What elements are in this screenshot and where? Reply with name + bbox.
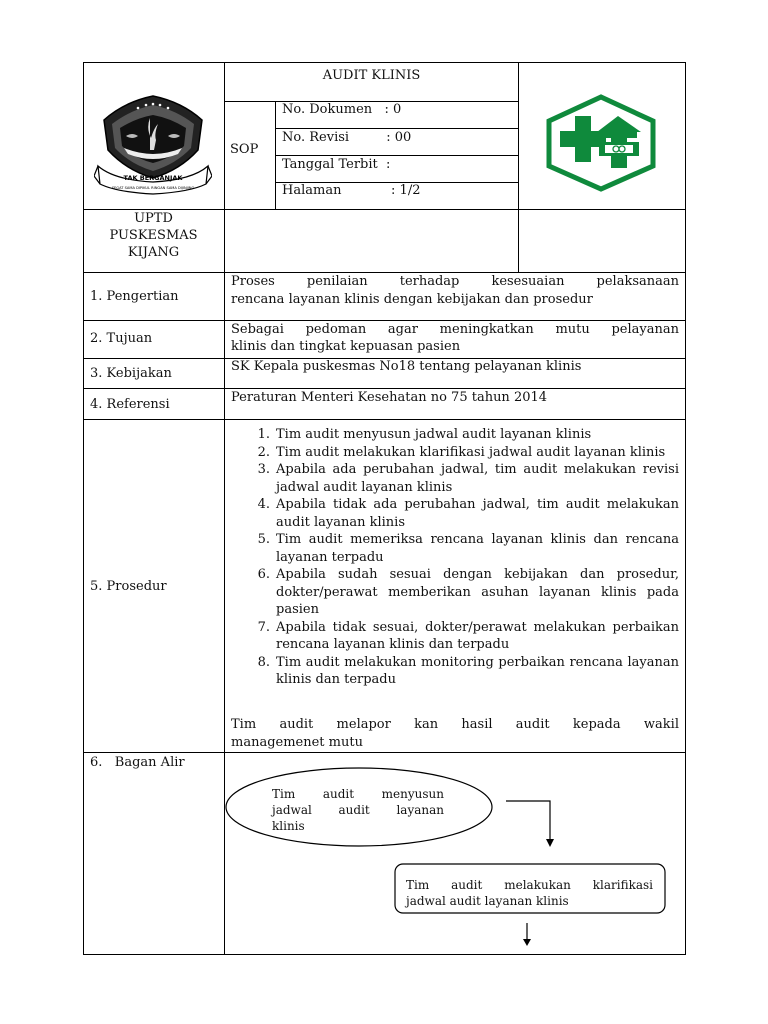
pengertian-text-line-2: rencana layanan klinis dengan kebijakan dan prosedur bbox=[231, 292, 593, 307]
procedure-step: 1. Tim audit menyusun jadwal audit layanan klinis bbox=[257, 427, 592, 442]
puskesmas-logo-icon bbox=[545, 94, 657, 192]
pengertian-text-line-1: Proses penilaian terhadap kesesuaian pelaksanaan bbox=[231, 274, 679, 289]
organization-name bbox=[83, 210, 224, 261]
sop-label: SOP bbox=[230, 142, 259, 157]
puskesmas-logo bbox=[545, 94, 657, 192]
document-title: AUDIT KLINIS bbox=[322, 68, 421, 83]
section-label-pengertian: 1. Pengertian bbox=[90, 289, 179, 304]
org-line-3: KIJANG bbox=[127, 245, 180, 260]
section-label-prosedur: 5. Prosedur bbox=[90, 579, 167, 594]
emblem-motto-sub: SEGAT SAMA DIPIKUL RINGAN SAMA DIJINJING bbox=[111, 186, 195, 190]
prosedur-closing-line-1: Tim audit melapor kan hasil audit kepada wakil bbox=[231, 717, 679, 732]
procedure-step: 3. Apabila ada perubahan jadwal, tim audit melakukan revisi jadwal audit layanan klinis bbox=[257, 462, 679, 495]
section-label-tujuan: 2. Tujuan bbox=[90, 331, 153, 346]
tujuan-text-line-1: Sebagai pedoman agar meningkatkan mutu pelayanan bbox=[231, 322, 679, 337]
procedure-step: 8. Tim audit melakukan monitoring perbaikan rencana layanan klinis dan terpadu bbox=[257, 654, 679, 687]
org-line-1: UPTD bbox=[134, 211, 173, 226]
flowchart-arrowhead bbox=[546, 839, 554, 847]
procedure-list bbox=[250, 426, 679, 689]
section-label-referensi: 4. Referensi bbox=[90, 397, 170, 412]
emblem-motto: TAK BERGANJAK bbox=[123, 174, 183, 182]
procedure-step: 6. Apabila sudah sesuai dengan kebijakan dan prosedur, dokter/perawat memberikan asuhan layanan klinis pada pasien bbox=[257, 567, 679, 617]
doc-number: No. Dokumen : 0 bbox=[282, 102, 402, 117]
procedure-step: 7. Apabila tidak sesuai, dokter/perawat melakukan perbaikan rencana layanan klinis dan terpadu bbox=[257, 619, 679, 652]
procedure-step: 4. Apabila tidak ada perubahan jadwal, tim audit melakukan audit layanan klinis bbox=[257, 497, 679, 530]
kebijakan-text: SK Kepala puskesmas No18 tentang pelayanan klinis bbox=[231, 359, 582, 374]
regency-emblem-icon bbox=[94, 88, 212, 196]
procedure-step: 2. Tim audit melakukan klarifikasi jadwal audit layanan klinis bbox=[257, 444, 666, 460]
flowchart-start-text: Tim audit menyusun jadwal audit layanan klinis bbox=[272, 787, 444, 833]
org-line-2: PUSKESMAS bbox=[109, 228, 198, 243]
section-label-bagan-alir: 6. Bagan Alir bbox=[90, 755, 185, 770]
flowchart bbox=[225, 753, 685, 953]
publish-date: Tanggal Terbit : bbox=[282, 157, 391, 172]
flowchart-process-text: Tim audit melakukan klarifikasi jadwal audit layanan klinis bbox=[406, 878, 653, 908]
referensi-text: Peraturan Menteri Kesehatan no 75 tahun 2014 bbox=[231, 390, 548, 405]
prosedur-closing-line-2: managemenet mutu bbox=[231, 735, 363, 750]
regency-emblem bbox=[94, 88, 212, 196]
flowchart-arrowhead bbox=[523, 939, 531, 946]
procedure-step: 5. Tim audit memeriksa rencana layanan klinis dan rencana layanan terpadu bbox=[257, 532, 679, 565]
tujuan-text-line-2: klinis dan tingkat kepuasan pasien bbox=[231, 339, 461, 354]
page-number: Halaman : 1/2 bbox=[282, 183, 421, 198]
flowchart-connector bbox=[506, 801, 550, 839]
section-label-kebijakan: 3. Kebijakan bbox=[90, 366, 172, 381]
revision-number: No. Revisi : 00 bbox=[282, 130, 412, 145]
